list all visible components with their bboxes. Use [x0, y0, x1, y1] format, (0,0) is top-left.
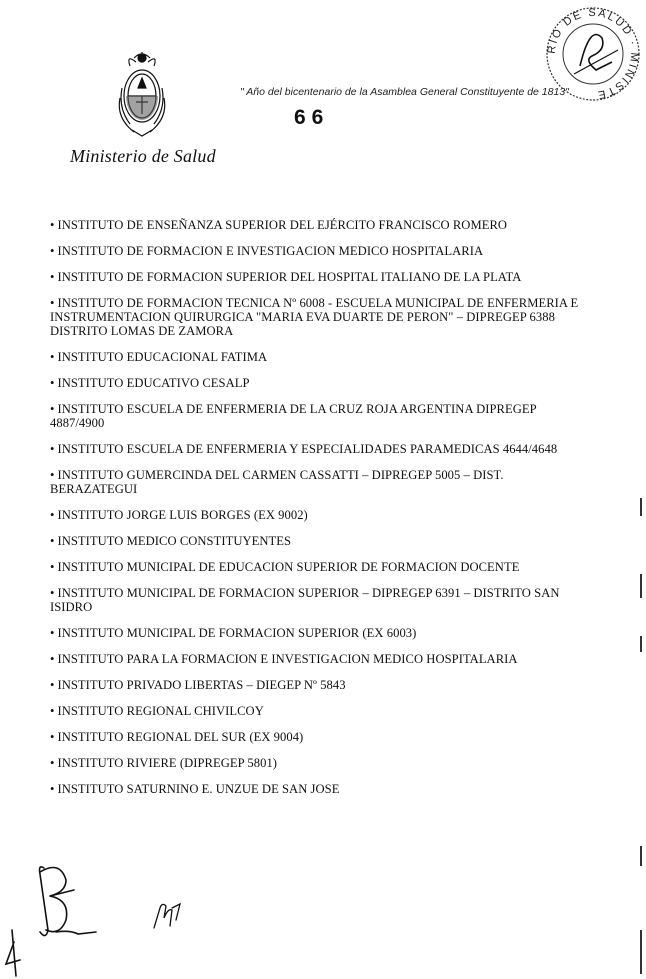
- list-item: • INSTITUTO ESCUELA DE ENFERMERIA DE LA CRUZ ROJA ARGENTINA DIPREGEP 4887/4900: [50, 402, 590, 430]
- scan-edge-mark: [640, 636, 642, 652]
- list-item: • INSTITUTO DE FORMACION SUPERIOR DEL HOSPITAL ITALIANO DE LA PLATA: [50, 270, 590, 284]
- handwritten-initials: [150, 898, 186, 932]
- list-item: • INSTITUTO PRIVADO LIBERTAS – DIEGEP Nº 5843: [50, 678, 590, 692]
- ministry-title: Ministerio de Salud: [70, 146, 216, 166]
- stamp-text: RIO DE SALUD · MINISTE: [545, 6, 641, 102]
- svg-text:RIO DE SALUD · MINISTE: [546, 7, 641, 101]
- scan-edge-mark: [640, 846, 642, 866]
- list-item: • INSTITUTO MUNICIPAL DE EDUCACION SUPERIOR DE FORMACION DOCENTE: [50, 560, 590, 574]
- coat-of-arms-emblem: [112, 48, 172, 140]
- scan-edge-mark: [640, 574, 642, 598]
- list-item: • INSTITUTO DE ENSEÑANZA SUPERIOR DEL EJÉRCITO FRANCISCO ROMERO: [50, 218, 590, 232]
- institution-list: [50, 218, 590, 808]
- list-item: • INSTITUTO MEDICO CONSTITUYENTES: [50, 534, 590, 548]
- list-item: • INSTITUTO DE FORMACION E INVESTIGACION MEDICO HOSPITALARIA: [50, 244, 590, 258]
- page-number: 66: [294, 106, 330, 129]
- list-item: • INSTITUTO GUMERCINDA DEL CARMEN CASSATTI – DIPREGEP 5005 – DIST. BERAZATEGUI: [50, 468, 590, 496]
- scan-edge-mark: [640, 498, 642, 516]
- list-item: • INSTITUTO SATURNINO E. UNZUE DE SAN JOSE: [50, 782, 590, 796]
- official-stamp: [540, 4, 646, 104]
- list-item: • INSTITUTO REGIONAL DEL SUR (EX 9004): [50, 730, 590, 744]
- motto-line: " Año del bicentenario de la Asamblea General Constituyente de 1813": [240, 86, 569, 98]
- list-item: • INSTITUTO RIVIERE (DIPREGEP 5801): [50, 756, 590, 770]
- list-item: • INSTITUTO EDUCACIONAL FATIMA: [50, 350, 590, 364]
- list-item: • INSTITUTO ESCUELA DE ENFERMERIA Y ESPECIALIDADES PARAMEDICAS 4644/4648: [50, 442, 590, 456]
- list-item: • INSTITUTO PARA LA FORMACION E INVESTIGACION MEDICO HOSPITALARIA: [50, 652, 590, 666]
- list-item: • INSTITUTO REGIONAL CHIVILCOY: [50, 704, 590, 718]
- list-item: • INSTITUTO MUNICIPAL DE FORMACION SUPERIOR – DIPREGEP 6391 – DISTRITO SAN ISIDRO: [50, 586, 590, 614]
- list-item: • INSTITUTO DE FORMACION TECNICA Nº 6008 - ESCUELA MUNICIPAL DE ENFERMERIA E INSTRUMENTACION QUIRURGICA "MARIA EVA DUARTE DE PERON" – DIPREGEP 6388 DISTRITO LOMAS DE ZAMORA: [50, 296, 590, 338]
- scan-edge-mark: [640, 930, 642, 974]
- list-item: • INSTITUTO JORGE LUIS BORGES (EX 9002): [50, 508, 590, 522]
- handwritten-signature: [0, 860, 110, 979]
- list-item: • INSTITUTO MUNICIPAL DE FORMACION SUPERIOR (EX 6003): [50, 626, 590, 640]
- list-item: • INSTITUTO EDUCATIVO CESALP: [50, 376, 590, 390]
